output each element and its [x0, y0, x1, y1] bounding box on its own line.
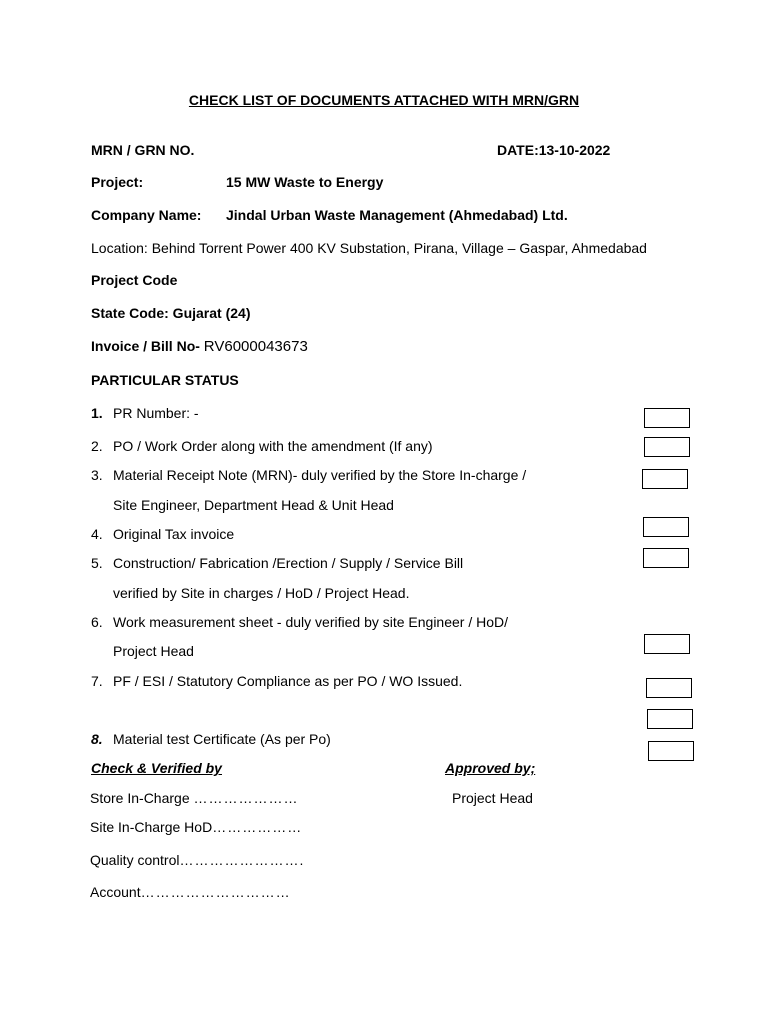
item-number: 4. — [91, 526, 103, 542]
status-checkbox[interactable] — [644, 408, 690, 428]
date-field: DATE:13-10-2022 — [497, 142, 611, 158]
project-label: Project: — [91, 174, 144, 190]
status-checkbox[interactable] — [646, 678, 692, 698]
item-number: 1. — [91, 405, 103, 421]
status-checkbox[interactable] — [643, 548, 689, 568]
location-line: Location: Behind Torrent Power 400 KV Substation, Pirana, Village – Gaspar, Ahmedabad — [91, 240, 647, 256]
particular-status-heading: PARTICULAR STATUS — [91, 372, 239, 388]
quality-control-label: Quality control — [90, 852, 180, 868]
store-incharge-label: Store In-Charge — [90, 790, 190, 806]
document-title: CHECK LIST OF DOCUMENTS ATTACHED WITH MRN/GRN — [188, 92, 580, 108]
company-label: Company Name: — [91, 207, 202, 223]
item-text: Work measurement sheet - duly verified by site Engineer / HoD/ — [113, 614, 509, 630]
site-incharge-line — [90, 820, 302, 834]
item-text: Material Receipt Note (MRN)- duly verified by the Store In-charge / — [113, 467, 527, 483]
store-incharge-signature-line: ………………… — [193, 790, 299, 806]
site-incharge-signature-line: ……………… — [212, 819, 303, 835]
account-signature-line: ………………………… — [140, 884, 291, 900]
item-number: 3. — [91, 467, 103, 483]
status-checkbox[interactable] — [644, 437, 690, 457]
invoice-number: RV6000043673 — [203, 338, 308, 355]
project-code: Project Code — [91, 272, 178, 288]
store-incharge-line — [90, 791, 299, 805]
item-text: PO / Work Order along with the amendment (If any) — [113, 438, 433, 454]
account-label: Account — [90, 884, 141, 900]
site-hod-label: HoD — [184, 819, 213, 835]
quality-control-signature-line: ……………………. — [179, 852, 305, 868]
item-text-continued: verified by Site in charges / HoD / Project Head. — [113, 585, 410, 601]
item-number: 8. — [91, 731, 103, 747]
status-checkbox[interactable] — [643, 517, 689, 537]
item-text: PR Number: - — [113, 405, 199, 421]
status-checkbox[interactable] — [642, 469, 688, 489]
status-checkbox[interactable] — [644, 634, 690, 654]
site-incharge-label: Site In-Charge — [90, 819, 181, 835]
item-text: Construction/ Fabrication /Erection / Supply / Service Bill — [113, 555, 464, 571]
status-checkbox[interactable] — [647, 709, 693, 729]
item-text-continued: Site Engineer, Department Head & Unit Head — [113, 497, 394, 513]
invoice-line — [91, 339, 308, 354]
item-number: 5. — [91, 555, 103, 571]
project-value: 15 MW Waste to Energy — [226, 174, 384, 190]
project-head-label: Project Head — [452, 790, 533, 806]
item-number: 7. — [91, 673, 103, 689]
mrn-grn-label: MRN / GRN NO. — [91, 142, 195, 158]
invoice-label: Invoice / Bill No- — [91, 338, 200, 354]
company-value: Jindal Urban Waste Management (Ahmedabad) Ltd. — [226, 207, 568, 223]
state-code: State Code: Gujarat (24) — [91, 305, 251, 321]
status-checkbox[interactable] — [648, 741, 694, 761]
account-line — [90, 885, 291, 899]
item-text: Original Tax invoice — [113, 526, 235, 542]
item-number: 6. — [91, 614, 103, 630]
item-text-continued: Project Head — [113, 643, 194, 659]
check-verified-label: Check & Verified by — [91, 760, 222, 776]
approved-by-label: Approved by; — [445, 760, 536, 776]
item-text: PF / ESI / Statutory Compliance as per PO / WO Issued. — [113, 673, 463, 689]
item-number: 2. — [91, 438, 103, 454]
quality-control-line — [90, 853, 304, 867]
item-text: Material test Certificate (As per Po) — [113, 731, 331, 747]
